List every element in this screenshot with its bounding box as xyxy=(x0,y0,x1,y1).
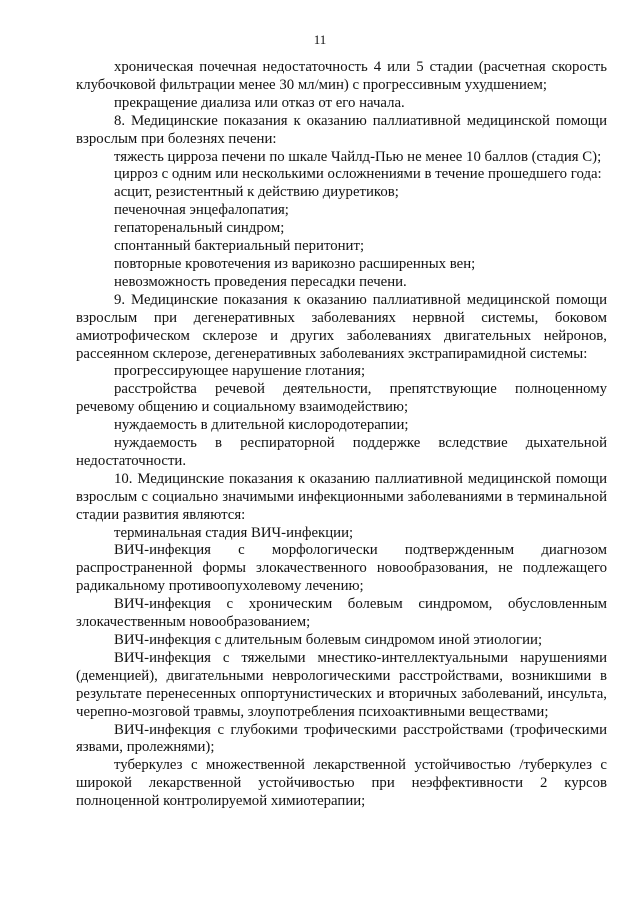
paragraph: нуждаемость в респираторной поддержке вследствие дыхательной недостаточности. xyxy=(76,435,607,469)
paragraph: ВИЧ-инфекция с морфологически подтвержденным диагнозом распространенной формы злокачественного новообразования, не подлежащего радикальному противоопухолевому лечению; xyxy=(76,542,607,595)
page-number: 11 xyxy=(313,32,327,47)
paragraph: хроническая почечная недостаточность 4 или 5 стадии (расчетная скорость клубочковой фильтрации менее 30 мл/мин) с прогрессивным ухудшением; xyxy=(76,59,607,93)
paragraph: ВИЧ-инфекция с хроническим болевым синдромом, обусловленным злокачественным новообразованием; xyxy=(76,596,607,631)
paragraph: нуждаемость в длительной кислородотерапии; xyxy=(114,417,409,434)
paragraph: невозможность проведения пересадки печени. xyxy=(114,273,407,290)
paragraph: ВИЧ-инфекция с глубокими трофическими расстройствами (трофическими язвами, пролежнями); xyxy=(76,721,607,756)
paragraph: асцит, резистентный к действию диуретиков; xyxy=(114,184,399,201)
paragraph: цирроз с одним или несколькими осложнениями в течение прошедшего года: xyxy=(114,166,602,183)
paragraph: гепаторенальный синдром; xyxy=(114,220,285,237)
paragraph: печеночная энцефалопатия; xyxy=(114,202,289,219)
document-body xyxy=(76,59,607,811)
paragraph: 9. Медицинские показания к оказанию паллиативной медицинской помощи взрослым при дегенеративных заболеваниях нервной системы, боковом амиотрофическом склерозе и других заболеваниях двигательных нейронов, рассеянном склерозе, дегенеративных заболеваниях экстрапирамидной системы: xyxy=(76,291,607,362)
paragraph: ВИЧ-инфекция с длительным болевым синдромом иной этиологии; xyxy=(114,632,543,648)
paragraph: тяжесть цирроза печени по шкале Чайлд-Пью не менее 10 баллов (стадия С); xyxy=(114,148,602,165)
paragraph: спонтанный бактериальный перитонит; xyxy=(114,238,365,255)
paragraph: прекращение диализа или отказ от его начала. xyxy=(114,94,405,111)
paragraph: туберкулез с множественной лекарственной устойчивостью /туберкулез с широкой лекарственной устойчивостью при неэффективности 2 курсов полноценной контролируемой химиотерапии; xyxy=(76,757,607,810)
paragraph: ВИЧ-инфекция с тяжелыми мнестико-интеллектуальными нарушениями (деменцией), двигательными неврологическими расстройствами, возникшими в результате перенесенных оппортунистических и вторичных заболеваний, инсульта, черепно-мозговой травмы, злоупотребления психоактивными веществами; xyxy=(76,649,607,720)
paragraph: прогрессирующее нарушение глотания; xyxy=(114,363,366,380)
paragraph: повторные кровотечения из варикозно расширенных вен; xyxy=(114,255,476,272)
paragraph: 10. Медицинские показания к оказанию паллиативной медицинской помощи взрослым с социально значимыми инфекционными заболеваниями в терминальной стадии развития являются: xyxy=(76,470,607,523)
paragraph: расстройства речевой деятельности, препятствующие полноценному речевому общению и социальному взаимодействию; xyxy=(76,381,607,416)
paragraph: 8. Медицинские показания к оказанию паллиативной медицинской помощи взрослым при болезнях печени: xyxy=(76,112,607,147)
paragraph: терминальная стадия ВИЧ-инфекции; xyxy=(114,524,354,541)
